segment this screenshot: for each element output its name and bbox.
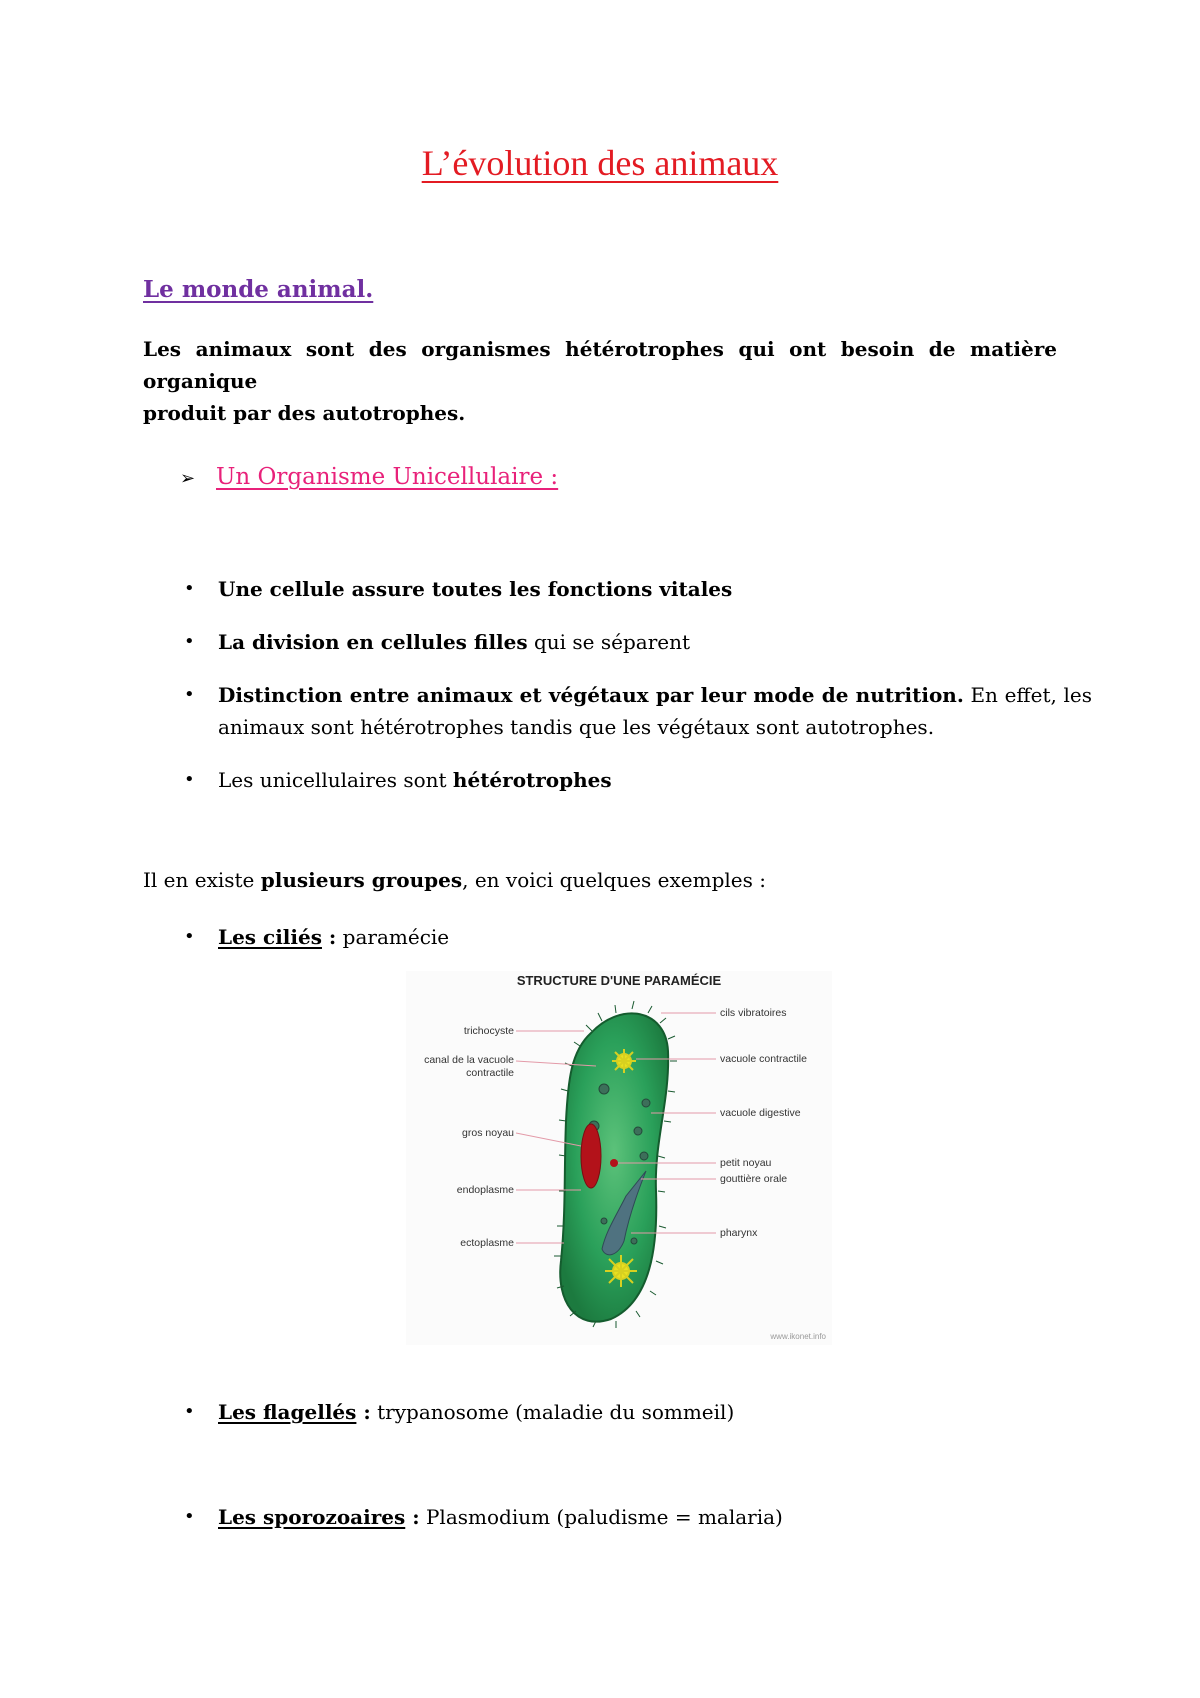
group-example: Plasmodium (paludisme = malaria) xyxy=(419,1505,783,1529)
bullet-icon: • xyxy=(184,1401,195,1422)
group-example: paramécie xyxy=(336,925,450,949)
feature-plain: Les unicellulaires sont xyxy=(218,768,453,792)
label-vacuole-digestive: vacuole digestive xyxy=(720,1107,801,1119)
group-name: Les flagellés xyxy=(218,1400,357,1424)
feature-rest: qui se séparent xyxy=(527,630,691,654)
groups-intro-before: Il en existe xyxy=(143,868,261,892)
intro-line-2: produit par des autotrophes. xyxy=(143,401,466,425)
label-pharynx: pharynx xyxy=(720,1227,758,1239)
figure-title: STRUCTURE D'UNE PARAMÉCIE xyxy=(516,973,722,988)
intro-line-1: Les animaux sont des organismes hétérotrophes qui ont besoin de matière organique xyxy=(143,337,1057,393)
label-contractile: contractile xyxy=(466,1067,514,1079)
contractile-vacuole-bottom xyxy=(605,1255,637,1287)
label-petit-noyau: petit noyau xyxy=(720,1157,772,1169)
feature-line-2: animaux sont hétérotrophes tandis que les végétaux sont autotrophes. xyxy=(218,715,935,739)
group-example: trypanosome (maladie du sommeil) xyxy=(370,1400,735,1424)
group-sep: : xyxy=(321,925,337,949)
group-sep: : xyxy=(405,1505,420,1529)
bullet-icon: • xyxy=(184,1506,195,1527)
micronucleus xyxy=(610,1159,618,1167)
bullet-icon: • xyxy=(184,684,195,705)
bullet-icon: • xyxy=(184,578,195,599)
groups-intro-after: , en voici quelques exemples : xyxy=(462,868,766,892)
bullet-icon: • xyxy=(184,631,195,652)
group-sep: : xyxy=(356,1400,371,1424)
label-vacuole-contractile: vacuole contractile xyxy=(720,1053,807,1065)
label-trichocyste: trichocyste xyxy=(463,1025,514,1037)
section-heading: Le monde animal. xyxy=(143,276,374,303)
subsection-label: Un Organisme Unicellulaire : xyxy=(216,464,559,490)
subsection-heading xyxy=(180,464,558,490)
feature-bold: La division en cellules filles xyxy=(218,630,528,654)
label-endoplasme: endoplasme xyxy=(456,1184,514,1196)
groups-intro xyxy=(143,868,766,892)
paramecium-svg xyxy=(406,971,832,1345)
page-title: L’évolution des animaux xyxy=(421,143,779,183)
arrow-bullet-icon: ➢ xyxy=(180,468,196,489)
intro-paragraph xyxy=(143,333,1057,429)
bullet-icon: • xyxy=(184,926,195,947)
label-gros-noyau: gros noyau xyxy=(462,1127,514,1139)
groups-intro-bold: plusieurs groupes xyxy=(260,868,463,892)
label-gouttiere: gouttière orale xyxy=(720,1173,788,1185)
label-canal-vacuole: canal de la vacuole xyxy=(424,1054,514,1066)
macronucleus xyxy=(581,1124,601,1188)
label-ectoplasme: ectoplasme xyxy=(460,1237,514,1249)
feature-text: Une cellule assure toutes les fonctions vitales xyxy=(218,577,733,601)
figure-watermark: www.ikonet.info xyxy=(770,1332,826,1341)
bullet-icon: • xyxy=(184,769,195,790)
feature-line-1 xyxy=(218,679,1092,711)
feature-bold: Distinction entre animaux et végétaux par leur mode de nutrition. xyxy=(218,683,964,707)
contractile-vacuole-top xyxy=(612,1049,636,1073)
paramecium-diagram xyxy=(406,971,832,1345)
feature-bold: hétérotrophes xyxy=(452,768,612,792)
label-cils: cils vibratoires xyxy=(720,1007,787,1019)
group-name: Les sporozoaires xyxy=(218,1505,406,1529)
group-name: Les ciliés xyxy=(218,925,322,949)
feature-rest: En effet, les xyxy=(963,683,1093,707)
